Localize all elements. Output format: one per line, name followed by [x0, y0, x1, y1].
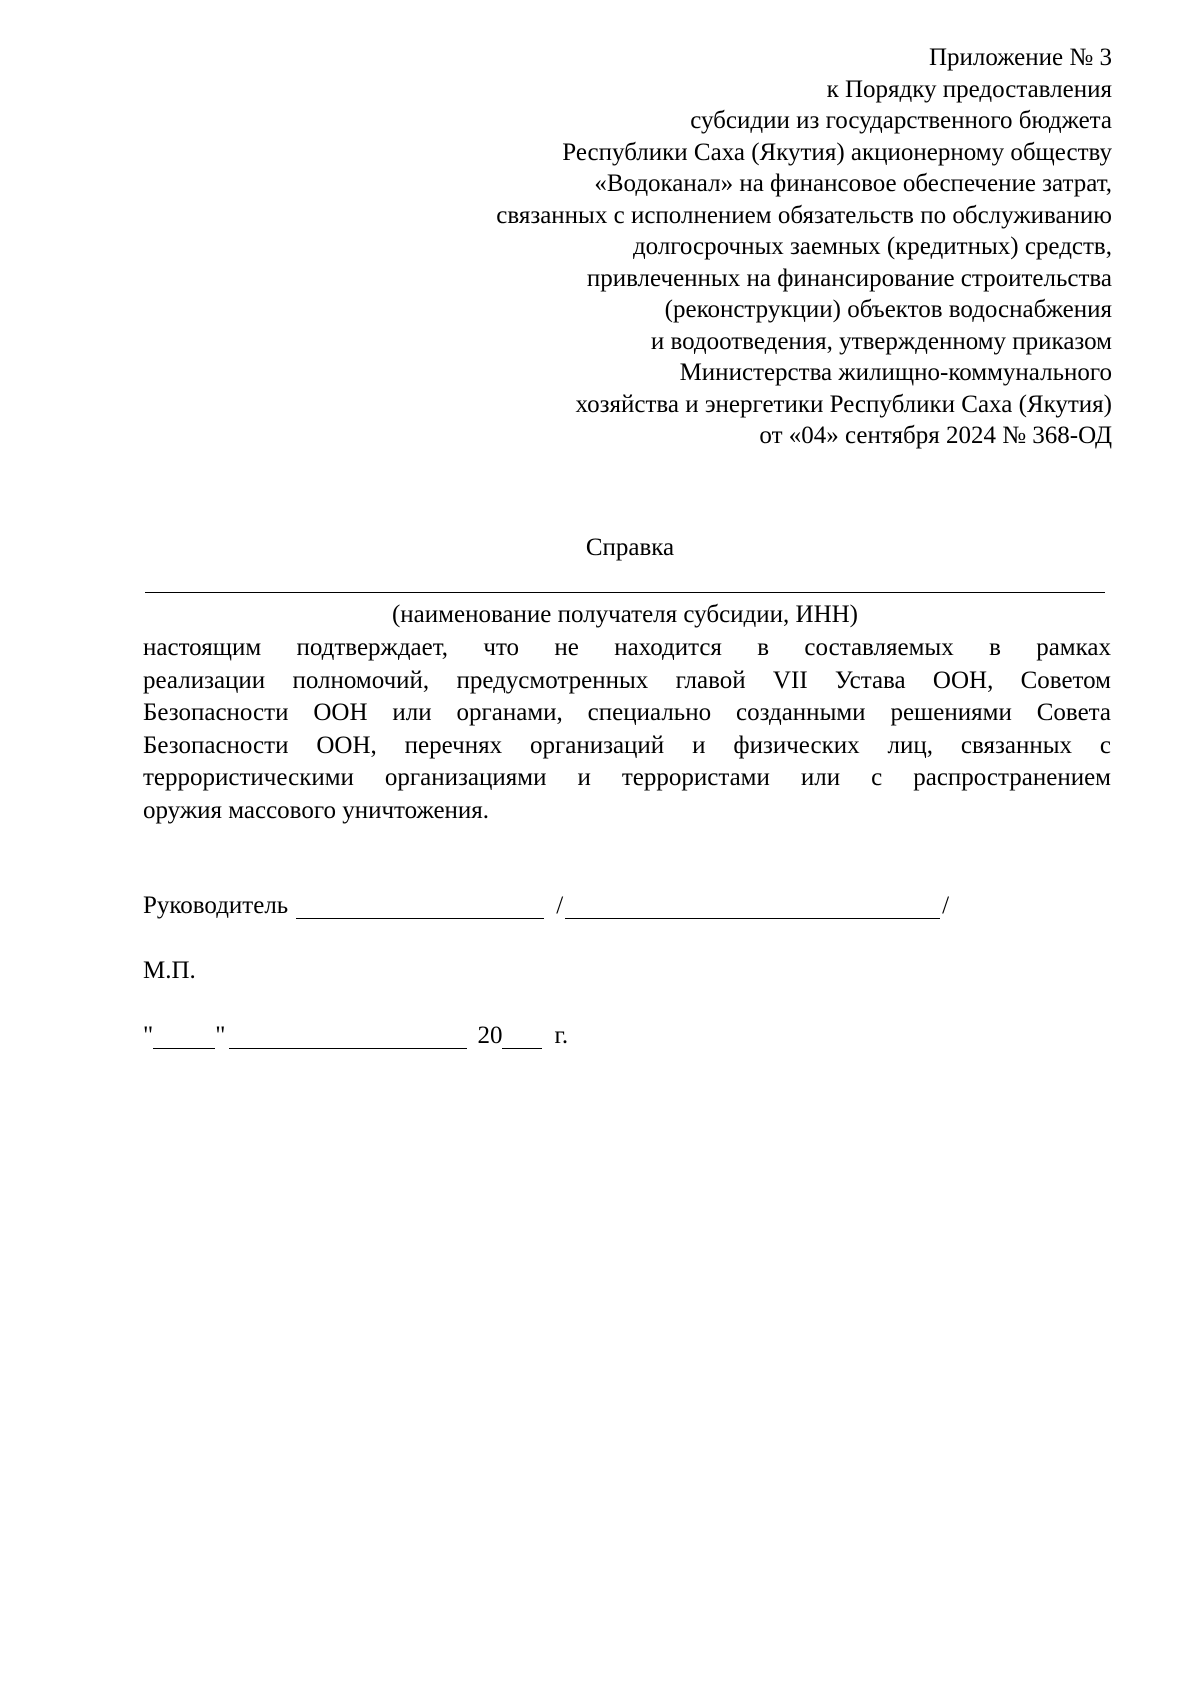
header-line-7: долгосрочных заемных (кредитных) средств,	[632, 233, 1112, 260]
body-paragraph	[143, 632, 1111, 827]
signature-row	[143, 890, 949, 922]
document-title: Справка	[585, 534, 675, 561]
body-line-1: настоящим подтверждает, что не находится в составляемых в рамках	[143, 634, 1111, 661]
recipient-name-caption: (наименование получателя субсидии, ИНН)	[391, 601, 859, 628]
header-line-12: хозяйства и энергетики Республики Саха (Якутия)	[575, 390, 1112, 418]
signature-blank	[296, 894, 544, 919]
day-blank	[153, 1024, 215, 1049]
body-line-5: террористическими организациями и террористами или с распространением	[143, 764, 1111, 791]
year-century: 20	[477, 1022, 503, 1049]
body-line-6: оружия массового уничтожения.	[143, 796, 490, 824]
signature-label: Руководитель	[143, 892, 289, 919]
stamp-placeholder: М.П.	[143, 957, 196, 984]
body-line-3: Безопасности ООН или органами, специально созданными решениями Совета	[143, 699, 1111, 726]
header-line-1: Приложение № 3	[928, 44, 1112, 71]
header-line-3: субсидии из государственного бюджета	[690, 107, 1112, 134]
appendix-header	[352, 42, 1112, 452]
body-line-2: реализации полномочий, предусмотренных главой VII Устава ООН, Советом	[143, 666, 1111, 694]
date-close-quote: "	[215, 1022, 226, 1049]
header-line-9: (реконструкции) объектов водоснабжения	[664, 296, 1112, 323]
signature-separator: /	[556, 892, 564, 919]
header-line-4: Республики Саха (Якутия) акционерному обществу	[562, 138, 1112, 166]
header-line-13: от «04» сентября 2024 № 368-ОД	[759, 422, 1112, 449]
signature-closing-slash: /	[942, 892, 950, 919]
year-blank	[502, 1024, 542, 1049]
year-suffix: г.	[554, 1022, 569, 1049]
month-blank	[229, 1024, 467, 1049]
header-line-8: привлеченных на финансирование строительства	[586, 264, 1112, 292]
body-line-4: Безопасности ООН, перечнях организаций и физических лиц, связанных с	[143, 731, 1111, 759]
name-blank	[565, 894, 940, 919]
recipient-name-field-line	[145, 592, 1105, 593]
date-row	[143, 1020, 568, 1052]
header-line-2: к Порядку предоставления	[826, 75, 1112, 103]
date-open-quote: "	[143, 1022, 154, 1049]
header-line-11: Министерства жилищно-коммунального	[679, 359, 1112, 386]
header-line-10: и водоотведения, утвержденному приказом	[650, 327, 1112, 355]
header-line-5: «Водоканал» на финансовое обеспечение затрат,	[594, 170, 1112, 197]
header-line-6: связанных с исполнением обязательств по обслуживанию	[496, 201, 1112, 229]
